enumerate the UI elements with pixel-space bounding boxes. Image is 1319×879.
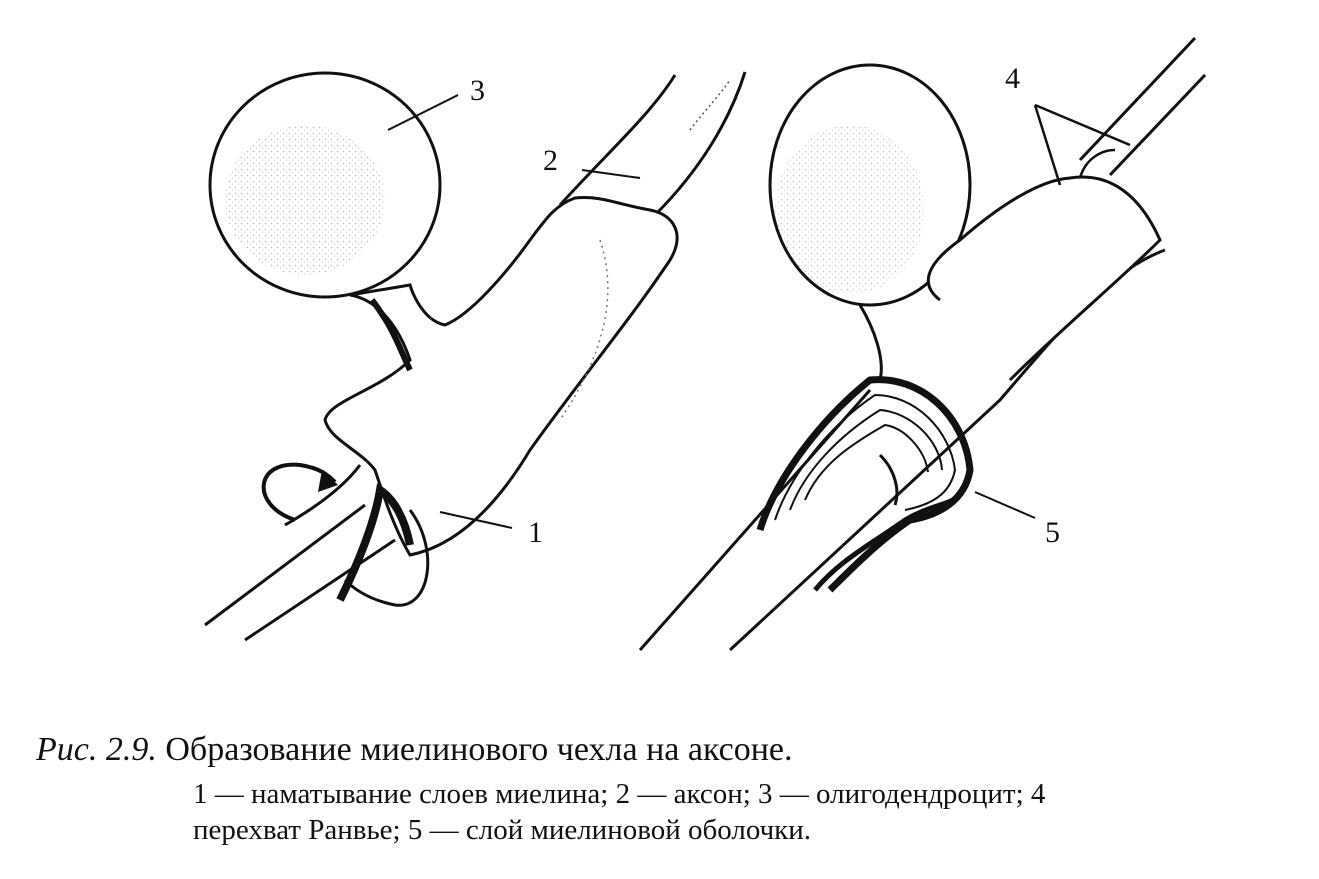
label-3: 3: [470, 74, 485, 107]
caption-legend-line-2: перехват Ранвье; 5 — слой миелиновой оболочки.: [193, 814, 812, 846]
label-4: 4: [1005, 62, 1020, 95]
left-panel-drawing: [205, 72, 745, 640]
myelin-sheath-layers: [760, 380, 970, 590]
left-axon-upper: [560, 72, 745, 215]
caption-title: Образование миелинового чехла на аксоне.: [165, 731, 793, 768]
caption-title-line: [36, 730, 1319, 770]
right-panel-drawing: [640, 38, 1205, 650]
label-1: 1: [528, 516, 543, 549]
caption-legend-line-1: 1 — наматывание слоев миелина; 2 — аксон; 3 — олигодендроцит; 4: [193, 778, 1046, 810]
label-5: 5: [1045, 516, 1060, 549]
label-2: 2: [543, 144, 558, 177]
caption-legend: [193, 776, 1319, 848]
caption-prefix: Рис. 2.9.: [36, 731, 157, 768]
left-axon-lower: [205, 505, 395, 640]
figure-caption: [36, 730, 1319, 848]
